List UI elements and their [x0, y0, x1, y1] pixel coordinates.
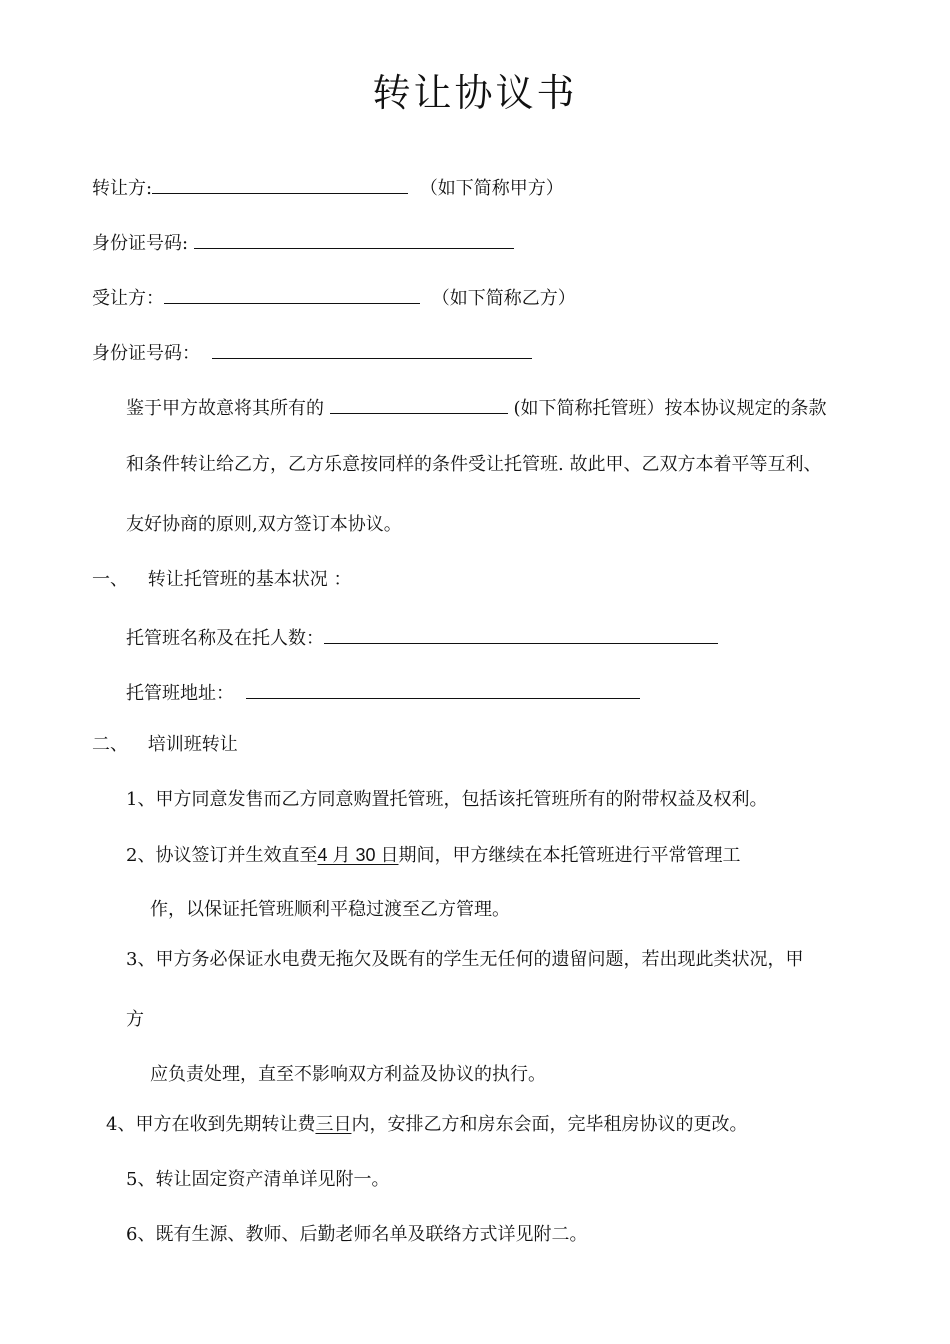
- transferor-note: （如下简称甲方）: [419, 178, 564, 199]
- clause-3: 3、甲方务必保证水电费无拖欠及既有的学生无任何的遗留问题，若出现此类状况，甲: [126, 949, 804, 970]
- clause-2-continued: 作，以保证托管班顺利平稳过渡至乙方管理。: [150, 899, 510, 920]
- intro-blank: [330, 393, 508, 414]
- clause-5: 5、转让固定资产清单详见附一。: [126, 1169, 390, 1190]
- clause-4: [106, 1113, 747, 1137]
- intro-line-1: [126, 393, 827, 421]
- transferor-line: [92, 173, 564, 201]
- document-title: 转让协议书: [372, 71, 578, 115]
- class-name-label: 托管班名称及在托人数：: [126, 628, 324, 649]
- intro-text-b: (如下简称托管班）按本协议规定的条款: [513, 398, 827, 419]
- class-name-line: [126, 623, 718, 651]
- clause-3-wrap: 方: [126, 1009, 144, 1030]
- transferee-blank: [164, 283, 420, 304]
- section2-number: 二、: [92, 734, 128, 755]
- clause-4-text-a: 4、甲方在收到先期转让费: [106, 1114, 316, 1135]
- transferor-label: 转让方:: [92, 178, 153, 199]
- clause-2-text-a: 2、协议签订并生效直至: [126, 845, 318, 866]
- section2-heading: [92, 733, 238, 757]
- clause-4-days: 三日: [315, 1114, 352, 1135]
- clause-2-date: 4 月 30 日: [317, 845, 399, 865]
- transferee-line: [92, 283, 576, 311]
- intro-line-3: 友好协商的原则,双方签订本协议。: [126, 514, 402, 535]
- transferee-id-blank: [212, 338, 532, 359]
- clause-6: 6、既有生源、教师、后勤老师名单及联络方式详见附二。: [126, 1224, 588, 1245]
- transferor-id-blank: [194, 228, 514, 249]
- section1-title: 转让托管班的基本状况 ：: [147, 569, 352, 590]
- clause-2-text-b: 期间，甲方继续在本托管班进行平常管理工: [398, 845, 741, 866]
- class-name-blank: [324, 623, 718, 644]
- clause-2: [126, 843, 741, 868]
- intro-text-a: 鉴于甲方故意将其所有的: [126, 398, 324, 419]
- transferee-id-line: [92, 338, 532, 366]
- section1-heading: [92, 568, 351, 592]
- clause-4-text-b: 内，安排乙方和房东会面，完毕租房协议的更改。: [351, 1114, 748, 1135]
- transferor-blank: [152, 173, 408, 194]
- clause-1: 1、甲方同意发售而乙方同意购置托管班，包括该托管班所有的附带权益及权利。: [126, 789, 768, 810]
- class-address-blank: [246, 678, 640, 699]
- section1-number: 一、: [92, 569, 128, 590]
- transferee-note: （如下简称乙方）: [431, 288, 576, 309]
- transferor-id-line: [92, 228, 514, 256]
- transferor-id-label: 身份证号码:: [92, 233, 189, 254]
- section2-title: 培训班转让: [147, 734, 238, 755]
- class-address-line: [126, 678, 640, 706]
- transferee-label: 受让方：: [92, 288, 164, 309]
- transferee-id-label: 身份证号码：: [92, 343, 200, 364]
- clause-3-continued: 应负责处理，直至不影响双方利益及协议的执行。: [150, 1064, 546, 1085]
- class-address-label: 托管班地址：: [126, 683, 234, 704]
- intro-line-2: 和条件转让给乙方，乙方乐意按同样的条件受让托管班. 故此甲、乙双方本着平等互利、: [126, 454, 822, 475]
